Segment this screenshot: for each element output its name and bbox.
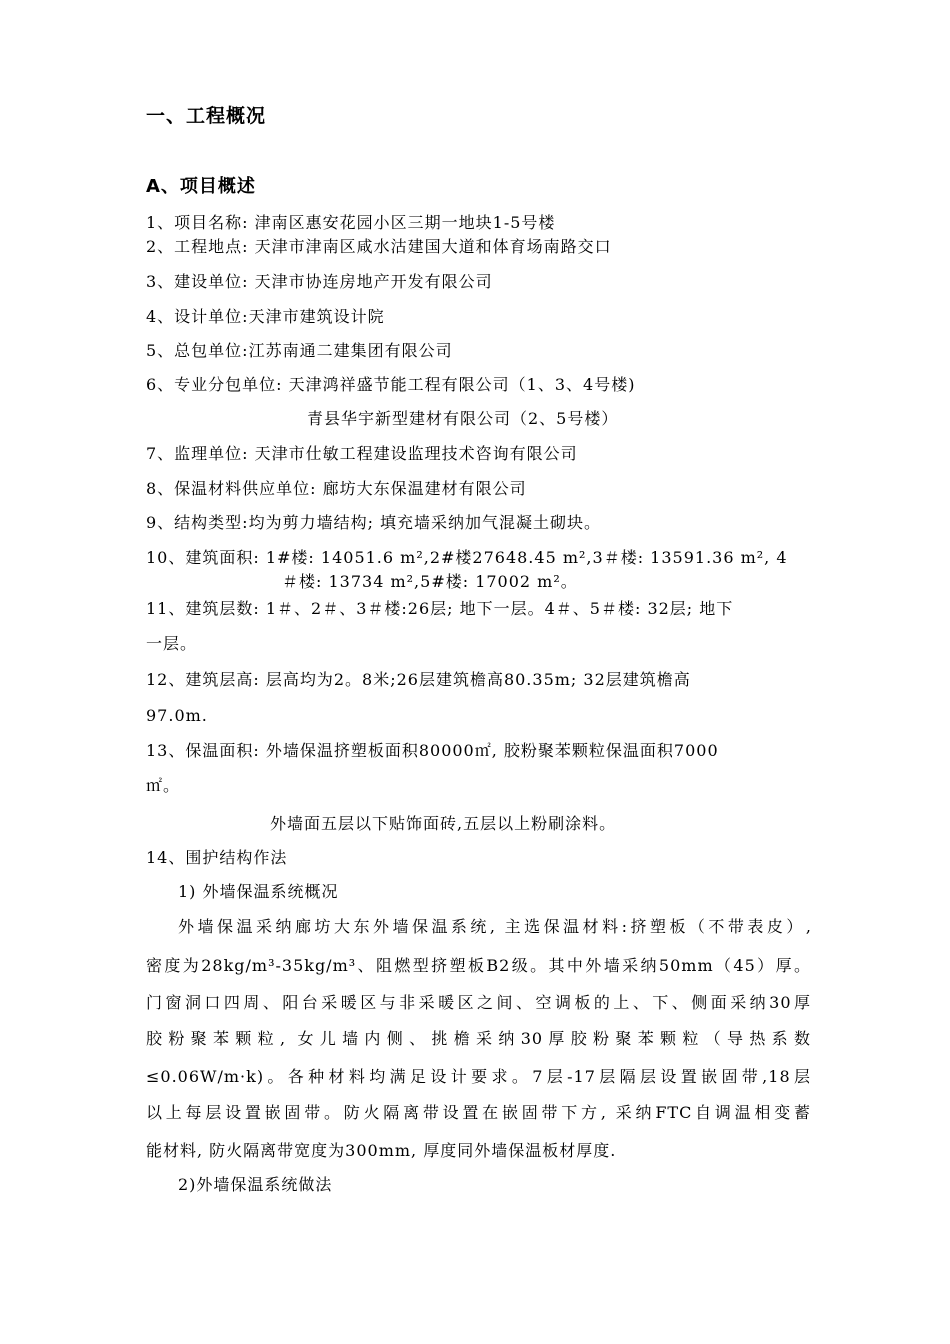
item-designer: 4、设计单位:天津市建筑设计院 <box>146 307 385 326</box>
item-envelope-method: 14、围护结构作法 <box>146 848 288 867</box>
item-floors-cont: 一层。 <box>146 634 198 653</box>
item-floors: 11、建筑层数: 1＃、2＃、3＃楼:26层; 地下一层。4＃、5＃楼: 32层; 地下 <box>146 599 734 618</box>
item-location: 2、工程地点: 天津市津南区咸水沽建国大道和体育场南路交口 <box>146 237 612 256</box>
item-subcontractor: 6、专业分包单位: 天津鸿祥盛节能工程有限公司（1、3、4号楼) <box>146 375 636 394</box>
item-general-contractor: 5、总包单位:江苏南通二建集团有限公司 <box>146 341 453 360</box>
item-material-supplier: 8、保温材料供应单位: 廊坊大东保温建材有限公司 <box>146 479 527 498</box>
subitem-method-heading: 2)外墙保温系统做法 <box>178 1175 333 1194</box>
item-floor-height: 12、建筑层高: 层高均为2。8米;26层建筑檐高80.35m; 32层建筑檐高 <box>146 670 691 689</box>
item-building-area: 10、建筑面积: 1#楼: 14051.6 m²,2#楼27648.45 m²,3＃楼: 13591.36 m², 4 <box>146 548 788 567</box>
item-insulation-area-cont: ㎡。 <box>146 776 181 795</box>
item-project-name: 1、项目名称: 津南区惠安花园小区三期一地块1-5号楼 <box>146 213 556 232</box>
paragraph-line: 外墙保温采纳廊坊大东外墙保温系统, 主选保温材料:挤塑板（不带表皮）, <box>178 917 812 936</box>
item-building-area-cont: ＃楼: 13734 m²,5#楼: 17002 m²。 <box>282 572 578 591</box>
item-insulation-area: 13、保温面积: 外墙保温挤塑板面积80000㎡, 胶粉聚苯颗粒保温面积7000 <box>146 741 719 760</box>
section-heading: 一、工程概况 <box>146 105 267 127</box>
item-facade-note: 外墙面五层以下贴饰面砖,五层以上粉刷涂料。 <box>270 814 617 833</box>
item-structure-type: 9、结构类型:均为剪力墙结构; 填充墙采纳加气混凝土砌块。 <box>146 513 602 532</box>
paragraph-line: 以上每层设置嵌固带。防火隔离带设置在嵌固带下方, 采纳FTC自调温相变蓄 <box>146 1103 811 1122</box>
paragraph-line: 密度为28kg/m³-35kg/m³、阻燃型挤塑板B2级。其中外墙采纳50mm（45）厚。 <box>146 956 811 975</box>
item-floor-height-cont: 97.0m. <box>146 706 208 725</box>
item-supervisor: 7、监理单位: 天津市仕敏工程建设监理技术咨询有限公司 <box>146 444 578 463</box>
paragraph-line: 能材料, 防火隔离带宽度为300mm, 厚度同外墙保温板材厚度. <box>146 1141 617 1160</box>
subitem-overview-heading: 1) 外墙保温系统概况 <box>178 882 339 901</box>
item-developer: 3、建设单位: 天津市协连房地产开发有限公司 <box>146 272 493 291</box>
paragraph-line: ≤0.06W/m·k)。各种材料均满足设计要求。7层-17层隔层设置嵌固带,18层 <box>146 1067 811 1086</box>
paragraph-line: 门窗洞口四周、阳台采暖区与非采暖区之间、空调板的上、下、侧面采纳30厚 <box>146 993 811 1012</box>
item-subcontractor-2: 青县华宇新型建材有限公司（2、5号楼） <box>307 409 619 428</box>
subsection-heading: A、项目概述 <box>146 176 256 197</box>
paragraph-line: 胶粉聚苯颗粒, 女儿墙内侧、挑檐采纳30厚胶粉聚苯颗粒（导热系数 <box>146 1029 811 1048</box>
